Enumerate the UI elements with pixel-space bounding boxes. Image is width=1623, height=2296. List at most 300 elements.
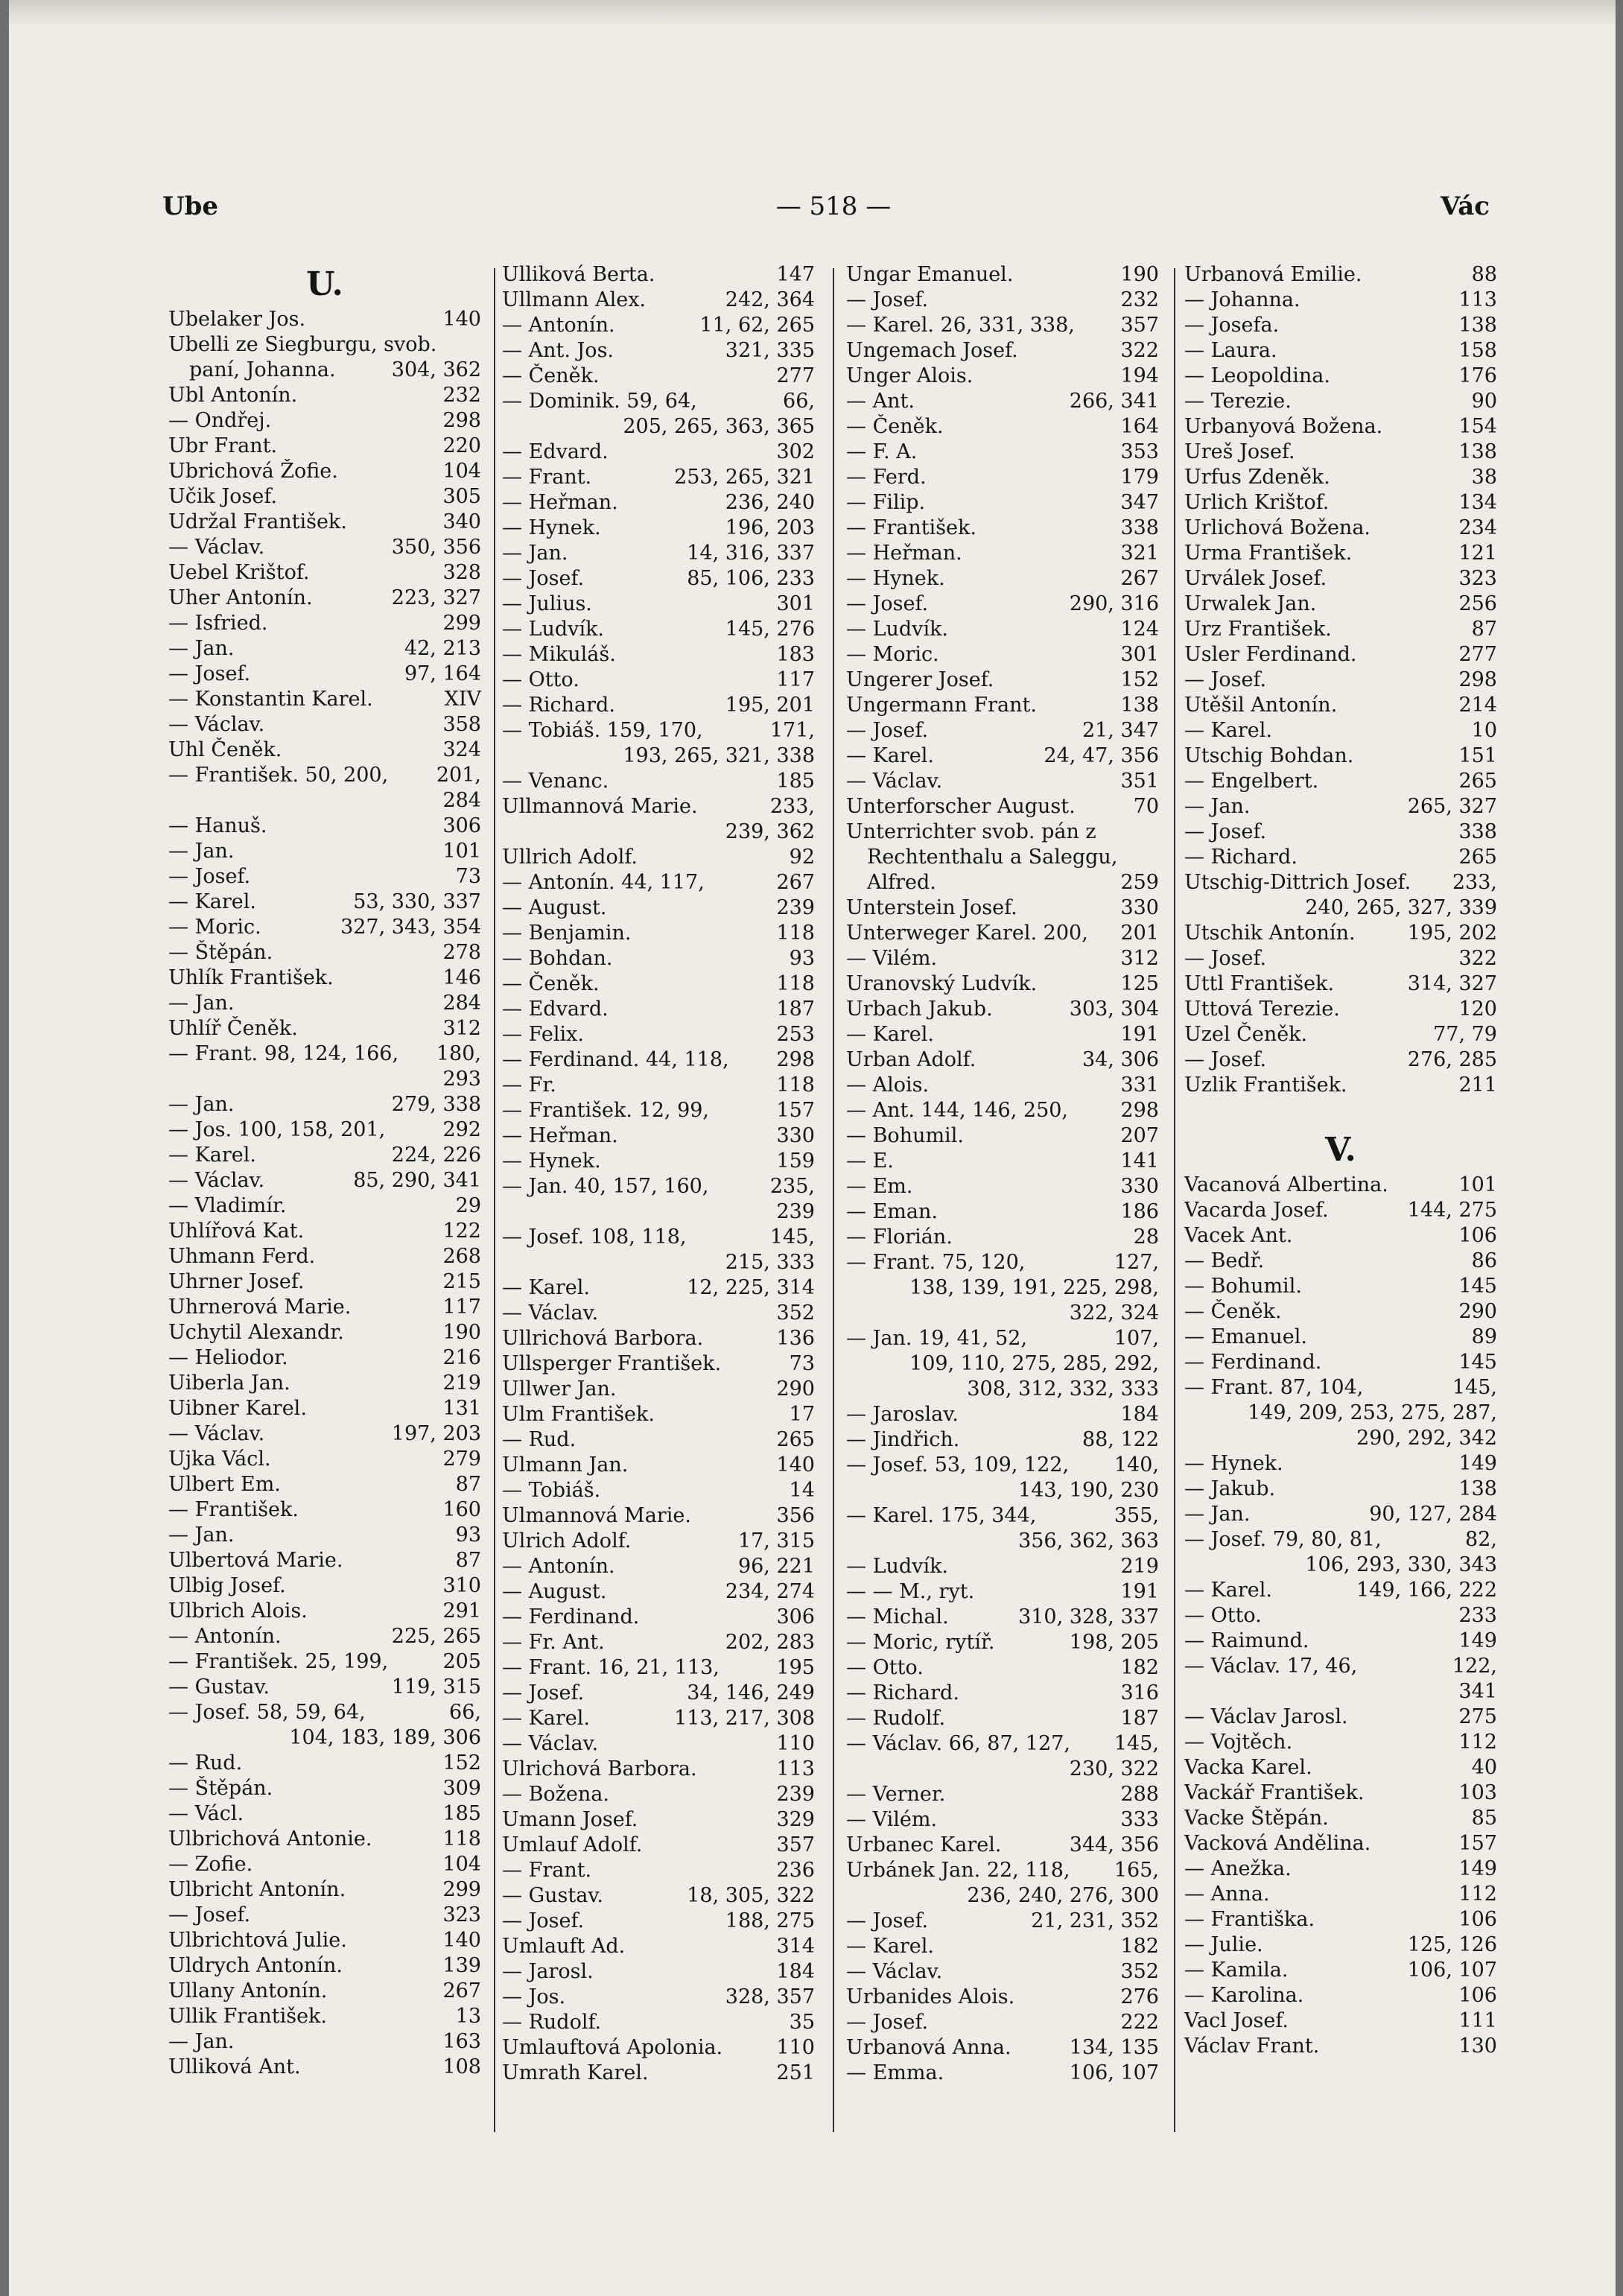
entry-name: — Engelbert.: [1184, 770, 1319, 793]
index-entry: [502, 440, 815, 465]
page-references: 304, 362: [391, 358, 481, 381]
index-entry: [168, 738, 481, 763]
index-entry: [846, 1959, 1159, 1985]
entry-name: — Václav.: [502, 1301, 599, 1325]
entry-name: paní, Johanna.: [189, 358, 336, 381]
entry-name: — Tobiáš. 159, 170,: [502, 719, 703, 742]
index-entry: [502, 971, 815, 997]
entry-name: — Bohumil.: [1184, 1275, 1302, 1298]
page-references: 195, 202: [1407, 922, 1497, 945]
entry-name: — Jan.: [168, 2030, 235, 2053]
index-entry: [502, 1959, 815, 1985]
index-entry: [168, 1700, 481, 1725]
page-references: 106, 107: [1407, 1959, 1497, 1982]
index-entry: [502, 1275, 815, 1301]
index-entry: [846, 718, 1159, 743]
page-references: 112: [1458, 1883, 1497, 1906]
page-references: 284: [442, 992, 481, 1015]
entry-name: — Ferd.: [846, 466, 927, 489]
entry-name: — Josef.: [502, 567, 585, 590]
entry-name: — Heřman.: [502, 491, 618, 514]
index-entry: [168, 1751, 481, 1776]
entry-name: Ulm František.: [502, 1403, 655, 1426]
page-references: 308, 312, 332, 333: [967, 1377, 1159, 1401]
index-entry: [502, 946, 815, 971]
entry-name: Uibner Karel.: [168, 1397, 307, 1420]
page-references: 316: [1120, 1681, 1159, 1704]
page-references: 214: [1458, 694, 1497, 717]
page-references: 24, 47, 356: [1044, 744, 1159, 767]
entry-name: — Štěpán.: [168, 941, 273, 964]
page-references: 85: [1471, 1807, 1497, 1830]
page-references: 338: [1120, 516, 1159, 539]
page-references: 310: [442, 1574, 481, 1597]
page-references: 144, 275: [1407, 1199, 1497, 1222]
index-entry: [846, 997, 1159, 1022]
page-references: 253, 265, 321: [674, 466, 815, 489]
entry-name: — Josefa.: [1184, 314, 1280, 337]
page-references: 10: [1471, 719, 1497, 742]
page-references: 292: [442, 1118, 481, 1141]
page-references: 185: [776, 770, 815, 793]
page-references: 194: [1120, 364, 1159, 387]
entry-name: — Karel.: [168, 890, 256, 913]
index-entry: [846, 617, 1159, 642]
index-entry: [1184, 338, 1497, 364]
index-entry: [846, 262, 1159, 288]
entry-name: Unterstein Josef.: [846, 896, 1017, 919]
index-entry: [502, 845, 815, 870]
entry-name: — Richard.: [502, 694, 615, 717]
section-gap: [1184, 1098, 1497, 1128]
entry-name: — Josef. 79, 80, 81,: [1184, 1528, 1382, 1551]
index-entry: [1184, 971, 1497, 997]
entry-name: — Raimund.: [1184, 1629, 1309, 1652]
index-entry: [168, 1168, 481, 1193]
entry-name: — Josef. 53, 109, 122,: [846, 1453, 1070, 1477]
index-entry: [1184, 1780, 1497, 1806]
entry-name: — Hanuš.: [168, 814, 267, 837]
page-references: 127,: [1114, 1251, 1159, 1274]
page-references: 101: [442, 840, 481, 863]
index-entry: [168, 1193, 481, 1219]
entry-name: — Laura.: [1184, 339, 1277, 362]
entry-name: — Gustav.: [502, 1884, 603, 1907]
entry-name: — Václav.: [846, 770, 943, 793]
page-references: 112: [1458, 1731, 1497, 1754]
index-entry: [168, 1016, 481, 1041]
entry-name: — Jan. 19, 41, 52,: [846, 1327, 1028, 1350]
index-entry: [168, 662, 481, 687]
column-divider: [494, 268, 495, 2132]
page-references: 224, 226: [391, 1144, 481, 1167]
entry-name: — Vilém.: [846, 1808, 938, 1831]
entry-name: — Antonín. 44, 117,: [502, 871, 705, 894]
entry-name: Urbanides Alois.: [846, 1985, 1015, 2008]
index-entry: [168, 1649, 481, 1675]
page-references: 140: [442, 308, 481, 331]
entry-name: Ulbricht Antonín.: [168, 1878, 346, 1901]
entry-name: — Vladimír.: [168, 1194, 287, 1217]
index-entry: [846, 1453, 1159, 1478]
entry-name: — Josef.: [846, 592, 929, 615]
page-references: 184: [1120, 1403, 1159, 1426]
index-entry: [502, 1402, 815, 1427]
index-entry: [846, 1985, 1159, 2010]
entry-name: — Jarosl.: [502, 1960, 594, 1983]
index-entry: [168, 1244, 481, 1269]
page-references: 305: [442, 485, 481, 508]
page-references: 268: [442, 1245, 481, 1268]
entry-name: Utschig Bohdan.: [1184, 744, 1354, 767]
entry-name: Ungerer Josef.: [846, 668, 994, 691]
index-entry: [502, 364, 815, 389]
index-entry: [168, 1219, 481, 1244]
index-entry: [168, 1928, 481, 1953]
page-references: 53, 330, 337: [353, 890, 481, 913]
index-entry: [168, 1523, 481, 1548]
index-entry: [168, 915, 481, 940]
page-references: 276: [1120, 1985, 1159, 2008]
entry-name: — Josef.: [1184, 820, 1267, 843]
page-references: 314: [776, 1935, 815, 1958]
index-entry: [846, 2010, 1159, 2035]
entry-name: — Eman.: [846, 1200, 938, 1223]
index-continuation-line: [846, 1377, 1159, 1402]
page-references: 279, 338: [391, 1093, 481, 1116]
page-references: 118: [442, 1827, 481, 1851]
page-references: 42, 213: [404, 637, 481, 660]
index-entry: [168, 1953, 481, 1979]
page-references: 179: [1120, 466, 1159, 489]
entry-name: — Konstantin Karel.: [168, 688, 373, 711]
page-references: 195, 201: [725, 694, 815, 717]
index-entry: [168, 636, 481, 662]
entry-name: Učik Josef.: [168, 485, 277, 508]
entry-name: Uebel Krištof.: [168, 561, 310, 584]
page-references: 256: [1458, 592, 1497, 615]
page-references: 139: [442, 1954, 481, 1977]
entry-name: — Johanna.: [1184, 288, 1300, 311]
index-entry: [846, 1199, 1159, 1225]
entry-name: — Karel.: [846, 744, 934, 767]
index-entry: [502, 1579, 815, 1605]
entry-name: — Karel.: [168, 1144, 256, 1167]
index-entry: [168, 510, 481, 535]
index-entry: [1184, 592, 1497, 617]
entry-name: Ungar Emanuel.: [846, 263, 1014, 286]
entry-name: Ulliková Ant.: [168, 2055, 301, 2078]
page-references: 21, 347: [1082, 719, 1159, 742]
entry-name: — Václav.: [168, 713, 265, 736]
index-entry: [168, 611, 481, 636]
index-entry: [168, 1295, 481, 1320]
index-continuation-line: [846, 1351, 1159, 1377]
page-references: 87: [455, 1473, 481, 1496]
index-entry: [168, 1117, 481, 1143]
entry-name: — Jan. 40, 157, 160,: [502, 1175, 709, 1198]
page-references: 202, 283: [725, 1631, 815, 1654]
entry-name: Uhrner Josef.: [168, 1270, 305, 1293]
page-references: 233,: [769, 795, 815, 818]
page-references: 18, 305, 322: [687, 1884, 815, 1907]
index-entry: [1184, 870, 1497, 895]
index-entry: [846, 642, 1159, 667]
entry-name: — Michal.: [846, 1605, 949, 1629]
page-references: 187: [1120, 1707, 1159, 1730]
entry-name: — Antonín.: [168, 1625, 282, 1648]
page-references: 298: [1120, 1099, 1159, 1122]
index-entry: [502, 1453, 815, 1478]
index-entry: [502, 389, 815, 414]
index-entry: [846, 1681, 1159, 1706]
index-entry: [1184, 769, 1497, 794]
index-entry: [168, 1143, 481, 1168]
page-references: 267: [1120, 567, 1159, 590]
page-references: 140,: [1114, 1453, 1159, 1477]
index-entry: [846, 1149, 1159, 1174]
page-references: 301: [1120, 643, 1159, 666]
index-entry: [168, 1447, 481, 1472]
index-column-1: [168, 262, 481, 2080]
page-references: 118: [776, 1074, 815, 1097]
entry-name: Vacková Andělina.: [1184, 1832, 1371, 1855]
index-entry: [1184, 642, 1497, 667]
page-references: 147: [776, 263, 815, 286]
page-references: 90: [1471, 390, 1497, 413]
entry-name: — Čeněk.: [846, 415, 944, 438]
entry-name: Ubr Frant.: [168, 434, 278, 457]
entry-name: — Fr. Ant.: [502, 1631, 605, 1654]
index-entry: [1184, 1350, 1497, 1375]
entry-name: — Jakub.: [1184, 1477, 1276, 1500]
entry-name: Vacke Štěpán.: [1184, 1807, 1329, 1830]
entry-name: Umrath Karel.: [502, 2061, 649, 2084]
index-entry: [168, 1877, 481, 1903]
page-references: 145: [1458, 1351, 1497, 1374]
index-entry: [168, 332, 481, 358]
index-entry: [168, 484, 481, 510]
entry-name: — Rudolf.: [846, 1707, 946, 1730]
page-references: 219: [1120, 1555, 1159, 1578]
index-entry: [846, 2035, 1159, 2061]
index-entry: [168, 1979, 481, 2004]
page-references: 70: [1133, 795, 1159, 818]
index-entry: [168, 408, 481, 434]
entry-name: — Jan.: [168, 1523, 235, 1547]
index-entry: [502, 1858, 815, 1883]
page-references: 220: [442, 434, 481, 457]
index-continuation-line: [1184, 1426, 1497, 1451]
index-column-4: [1184, 262, 1497, 2059]
page-references: 310, 328, 337: [1018, 1605, 1159, 1629]
index-entry: [168, 965, 481, 991]
index-entry: [168, 459, 481, 484]
page-references: 97, 164: [404, 662, 481, 685]
entry-name: — Antonín.: [502, 314, 615, 337]
page-references: 193, 265, 321, 338: [623, 744, 815, 767]
entry-name: — Jan.: [168, 992, 235, 1015]
entry-name: — Jan.: [1184, 1503, 1251, 1526]
entry-name: — Frant.: [502, 466, 592, 489]
entry-name: Urban Adolf.: [846, 1048, 976, 1071]
index-entry: [502, 541, 815, 566]
entry-name: — František. 50, 200,: [168, 764, 389, 787]
entry-name: — August.: [502, 1580, 607, 1603]
entry-name: — Karel.: [1184, 1579, 1272, 1602]
entry-name: — Venanc.: [502, 770, 609, 793]
index-entry: [846, 769, 1159, 794]
page-references: 330: [1120, 896, 1159, 919]
index-entry: [846, 490, 1159, 516]
page-references: 35: [789, 2011, 815, 2034]
page-references: 138: [1120, 694, 1159, 717]
entry-name: — Karel. 175, 344,: [846, 1504, 1037, 1527]
index-entry: [168, 1269, 481, 1295]
page-references: 265: [776, 1428, 815, 1451]
entry-name: — Božena.: [502, 1783, 609, 1806]
index-entry: [502, 718, 815, 743]
index-entry: [502, 1427, 815, 1453]
entry-name: Ulbrichová Antonie.: [168, 1827, 372, 1851]
entry-name: Unger Alois.: [846, 364, 974, 387]
entry-name: — Jan.: [168, 1093, 235, 1116]
index-entry: [846, 440, 1159, 465]
index-entry: [168, 991, 481, 1016]
entry-name: — Otto.: [502, 668, 579, 691]
page-references: 122,: [1452, 1655, 1497, 1678]
index-entry: [846, 1022, 1159, 1047]
page-references: 85, 290, 341: [353, 1169, 481, 1192]
index-entry: [846, 1427, 1159, 1453]
page-references: 290: [1458, 1300, 1497, 1323]
index-entry: [1184, 946, 1497, 971]
entry-name: Ulrich Adolf.: [502, 1529, 632, 1553]
index-entry: [846, 338, 1159, 364]
page-references: 239, 362: [725, 820, 815, 843]
page-references: 253: [776, 1023, 815, 1046]
index-entry: [846, 1098, 1159, 1123]
running-head-right: Vác: [1441, 191, 1490, 221]
entry-name: — Josef.: [1184, 1048, 1267, 1071]
page-references: 302: [776, 440, 815, 463]
index-entry: [168, 1776, 481, 1801]
index-entry: [846, 1630, 1159, 1655]
index-entry: [846, 693, 1159, 718]
index-entry: [846, 516, 1159, 541]
page-references: 120: [1458, 998, 1497, 1021]
page-references: 290: [776, 1377, 815, 1401]
page-references: 267: [442, 1979, 481, 2002]
index-entry: [846, 819, 1159, 845]
page-references: 341: [1458, 1680, 1497, 1703]
entry-name: Uhlíř Čeněk.: [168, 1017, 298, 1040]
index-entry: [1184, 541, 1497, 566]
index-entry: [1184, 440, 1497, 465]
entry-name: Uiberla Jan.: [168, 1371, 290, 1395]
entry-name: — Moric.: [846, 643, 939, 666]
page-references: 356: [776, 1504, 815, 1527]
page-references: 265: [1458, 846, 1497, 869]
index-entry: [502, 1225, 815, 1250]
page-references: 11, 62, 265: [699, 314, 815, 337]
entry-name: — Emanuel.: [1184, 1325, 1307, 1348]
entry-name: Vacek Ant.: [1184, 1224, 1293, 1247]
index-entry: [1184, 921, 1497, 946]
entry-name: — Josef.: [168, 1903, 251, 1926]
entry-name: — Ant. Jos.: [502, 339, 614, 362]
index-entry: [1184, 1932, 1497, 1958]
page-references: 104, 183, 189, 306: [289, 1726, 481, 1749]
index-entry: [502, 1757, 815, 1782]
index-entry: [502, 1351, 815, 1377]
page-references: 149: [1458, 1452, 1497, 1475]
page-references: 219: [442, 1371, 481, 1395]
page-references: 223, 327: [391, 586, 481, 609]
index-entry: [1184, 516, 1497, 541]
page-references: 103: [1458, 1781, 1497, 1804]
entry-name: — Hynek.: [1184, 1452, 1283, 1475]
index-entry: [502, 1985, 815, 2010]
entry-name: — Josef.: [168, 662, 251, 685]
index-entry: [846, 794, 1159, 819]
page-references: 312: [1120, 947, 1159, 970]
entry-name: Ullik František.: [168, 2005, 327, 2028]
index-entry: [168, 814, 481, 839]
entry-name: — Verner.: [846, 1783, 946, 1806]
page-references: 239: [776, 1783, 815, 1806]
entry-name: — Vilém.: [846, 947, 938, 970]
page-references: 145,: [769, 1225, 815, 1249]
page-references: 353: [1120, 440, 1159, 463]
entry-name: — Rudolf.: [502, 2011, 602, 2034]
entry-name: Ungemach Josef.: [846, 339, 1018, 362]
page-references: 121: [1458, 542, 1497, 565]
index-entry: [1184, 288, 1497, 313]
entry-name: — Frant. 87, 104,: [1184, 1376, 1364, 1399]
page-references: 138: [1458, 440, 1497, 463]
entry-name: — Rud.: [168, 1751, 243, 1775]
entry-name: — Kamila.: [1184, 1959, 1289, 1982]
index-entry: [846, 870, 1159, 895]
index-entry: [502, 1731, 815, 1757]
page-references: 125, 126: [1407, 1933, 1497, 1956]
page-references: 358: [442, 713, 481, 736]
index-entry: [846, 1174, 1159, 1199]
index-entry: [846, 946, 1159, 971]
page-references: 299: [442, 612, 481, 635]
page-references: 93: [789, 947, 815, 970]
index-entry: [168, 2055, 481, 2080]
index-entry: [502, 1833, 815, 1858]
index-continuation-line: [846, 1529, 1159, 1554]
index-entry: [1184, 1882, 1497, 1907]
entry-name: — E.: [846, 1149, 894, 1173]
page-references: 73: [455, 865, 481, 888]
entry-name: — Heřman.: [846, 542, 962, 565]
page-references: 117: [442, 1296, 481, 1319]
column-divider: [1174, 268, 1175, 2132]
index-entry: [1184, 1958, 1497, 1983]
page-references: 106: [1458, 1908, 1497, 1931]
page-references: 205: [442, 1650, 481, 1673]
page-references: 183: [776, 643, 815, 666]
entry-name: — František.: [846, 516, 976, 539]
index-entry: [168, 535, 481, 560]
page-references: 306: [442, 814, 481, 837]
index-entry: [846, 288, 1159, 313]
entry-name: — Jaroslav.: [846, 1403, 959, 1426]
